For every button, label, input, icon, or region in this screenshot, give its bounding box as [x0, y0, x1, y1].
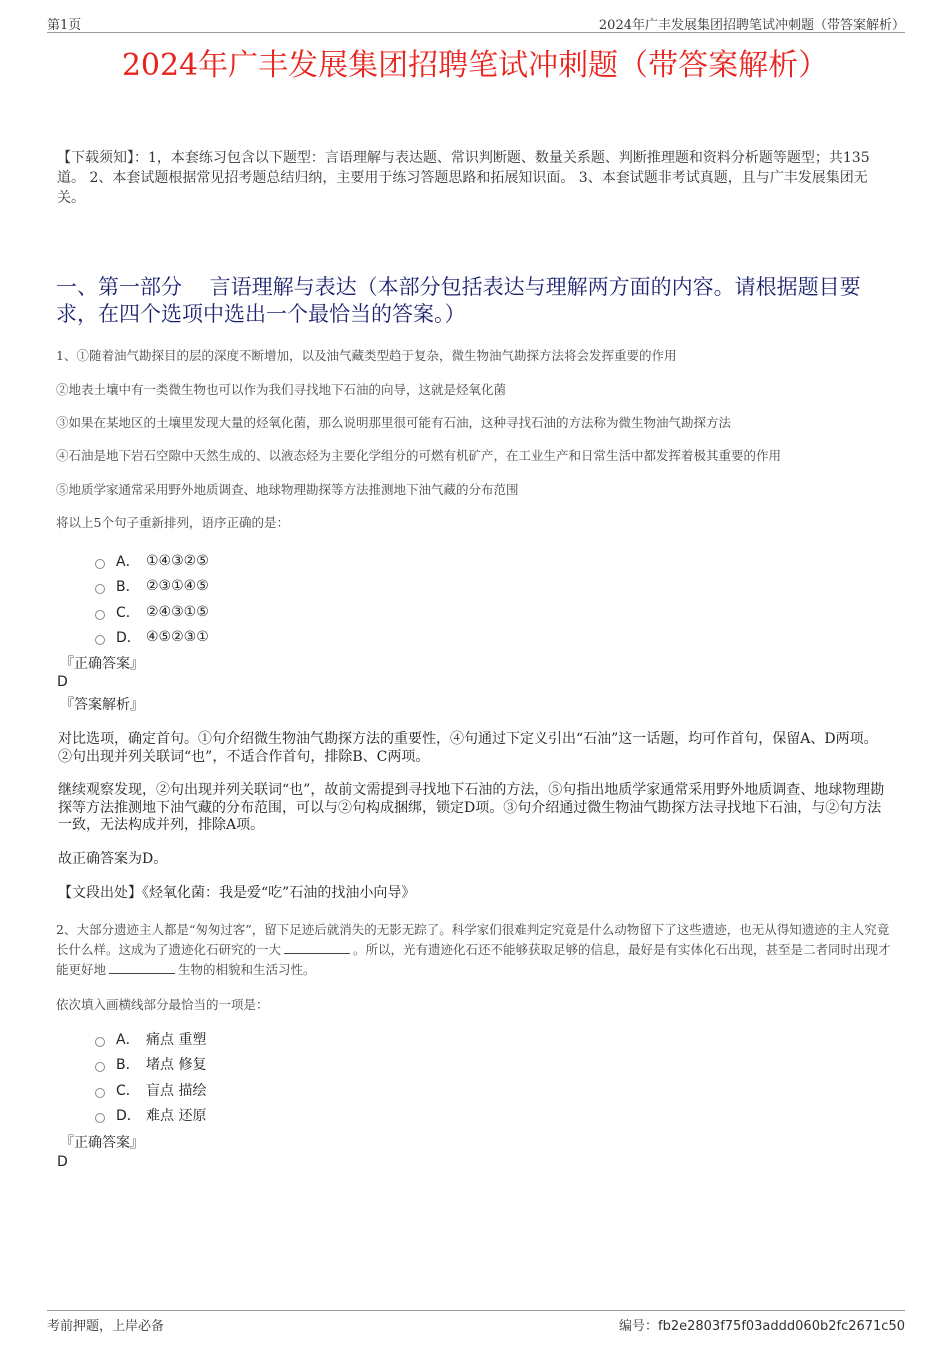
radio-icon[interactable]	[95, 610, 105, 620]
q1-analysis-label: 『答案解析』	[60, 697, 144, 713]
fill-blank-2	[109, 961, 175, 974]
radio-icon[interactable]	[95, 559, 105, 569]
q1-sentence-1: 1、①随着油气勘探目的层的深度不断增加，以及油气藏类型趋于复杂，微生物油气勘探方法将会发挥重要的作用	[56, 348, 677, 363]
option-text: ①④③②⑤	[146, 552, 209, 569]
q1-analysis-para-3: 故正确答案为D。	[58, 851, 168, 867]
option-text: ②③①④⑤	[146, 578, 209, 595]
option-text: 痛点 重塑	[146, 1031, 207, 1048]
radio-icon[interactable]	[95, 1088, 105, 1098]
radio-icon[interactable]	[95, 1037, 105, 1047]
q1-sentence-4: ④石油是地下岩石空隙中天然生成的、以液态烃为主要化学组分的可燃有机矿产，在工业生产和日常生活中都发挥着极其重要的作用	[56, 448, 782, 463]
radio-icon[interactable]	[95, 635, 105, 645]
q1-sentence-2: ②地表土壤中有一类微生物也可以作为我们寻找地下石油的向导，这就是烃氧化菌	[56, 382, 507, 397]
radio-icon[interactable]	[95, 1062, 105, 1072]
option-text: 难点 还原	[146, 1108, 207, 1125]
q1-prompt: 将以上5个句子重新排列，语序正确的是：	[56, 515, 289, 530]
download-notice: 【下载须知】：1，本套练习包含以下题型：言语理解与表达题、常识判断题、数量关系题、判断推理题和资料分析题等题型；共135道。 2、本套试题根据常见招考题总结归纳，主要用于练习答题思路和拓展知识面。 3、本套试题非考试真题，且与广丰发展集团无关。	[57, 150, 870, 206]
page-number: 第1页	[47, 18, 82, 33]
q2-stem: 2、大部分遗迹主人都是“匆匆过客”，留下足迹后就消失的无影无踪了。科学家们很难判定究竟是什么动物留下了这些遗迹，也无从得知遗迹的主人究竟长什么样。这成为了遗迹化石研究的一大 。所以，光有遗迹化石还不能够获取足够的信息，最好是有实体化石出现，甚至是二者同时出现才能更好地 生物的相貌和生活习性。	[56, 922, 891, 977]
q1-options	[95, 548, 209, 650]
q2-options	[95, 1026, 206, 1128]
radio-icon[interactable]	[95, 1113, 105, 1123]
document-title: 2024年广丰发展集团招聘笔试冲刺题（带答案解析）	[121, 48, 829, 83]
q1-sentence-5: ⑤地质学家通常采用野外地质调查、地球物理勘探等方法推测地下油气藏的分布范围	[56, 482, 519, 497]
q2-option-a[interactable]: A． 痛点 重塑	[95, 1026, 206, 1052]
q2-answer-label: 『正确答案』	[60, 1135, 144, 1151]
q1-answer-label: 『正确答案』	[60, 656, 144, 672]
fill-blank-1	[284, 941, 350, 954]
option-text: ②④③①⑤	[146, 603, 209, 620]
radio-icon[interactable]	[95, 584, 105, 594]
q1-option-c[interactable]: C． ②④③①⑤	[95, 599, 209, 625]
footer-slogan: 考前押题，上岸必备	[47, 1319, 165, 1334]
q1-analysis-para-2: 继续观察发现，②句出现并列关联词“也”，故前文需提到寻找地下石油的方法，⑤句指出地质学家通常采用野外地质调查、地球物理勘探等方法推测地下油气藏的分布范围，可以与②句构成捆绑，锁定D项。③句介绍通过微生物油气勘探方法寻找地下石油，与②句方法一致，无法构成并列，排除A项。	[58, 782, 885, 833]
page-header	[47, 14, 905, 33]
q1-option-a[interactable]: A． ①④③②⑤	[95, 548, 209, 574]
q2-option-c[interactable]: C． 盲点 描绘	[95, 1077, 206, 1103]
running-title: 2024年广丰发展集团招聘笔试冲刺题（带答案解析）	[598, 18, 905, 33]
option-text: 盲点 描绘	[146, 1082, 207, 1099]
option-text: ④⑤②③①	[146, 629, 209, 646]
q1-sentence-3: ③如果在某地区的土壤里发现大量的烃氧化菌，那么说明那里很可能有石油，这种寻找石油的方法称为微生物油气勘探方法	[56, 415, 732, 430]
q2-option-b[interactable]: B． 堵点 修复	[95, 1052, 206, 1078]
option-text: 堵点 修复	[146, 1057, 207, 1074]
q1-source: 【文段出处】《烃氧化菌：我是爱“吃”石油的找油小向导》	[58, 885, 416, 901]
q1-option-d[interactable]: D． ④⑤②③①	[95, 625, 209, 651]
section-heading: 一、第一部分 言语理解与表达（本部分包括表达与理解两方面的内容。请根据题目要求，在四个选项中选出一个最恰当的答案。）	[56, 275, 861, 326]
page-footer	[47, 1310, 905, 1334]
q1-answer: D	[57, 674, 68, 690]
q2-prompt: 依次填入画横线部分最恰当的一项是：	[56, 997, 269, 1012]
q1-analysis-para-1: 对比选项，确定首句。①句介绍微生物油气勘探方法的重要性，④句通过下定义引出“石油”这一话题，均可作首句，保留A、D两项。②句出现并列关联词“也”，不适合作首句，排除B、C两项。	[58, 731, 878, 765]
document-code: 编号：fb2e2803f75f03addd060b2fc2671c50	[619, 1319, 905, 1334]
q2-answer: D	[57, 1154, 68, 1170]
q1-option-b[interactable]: B． ②③①④⑤	[95, 574, 209, 600]
q2-option-d[interactable]: D． 难点 还原	[95, 1103, 206, 1129]
